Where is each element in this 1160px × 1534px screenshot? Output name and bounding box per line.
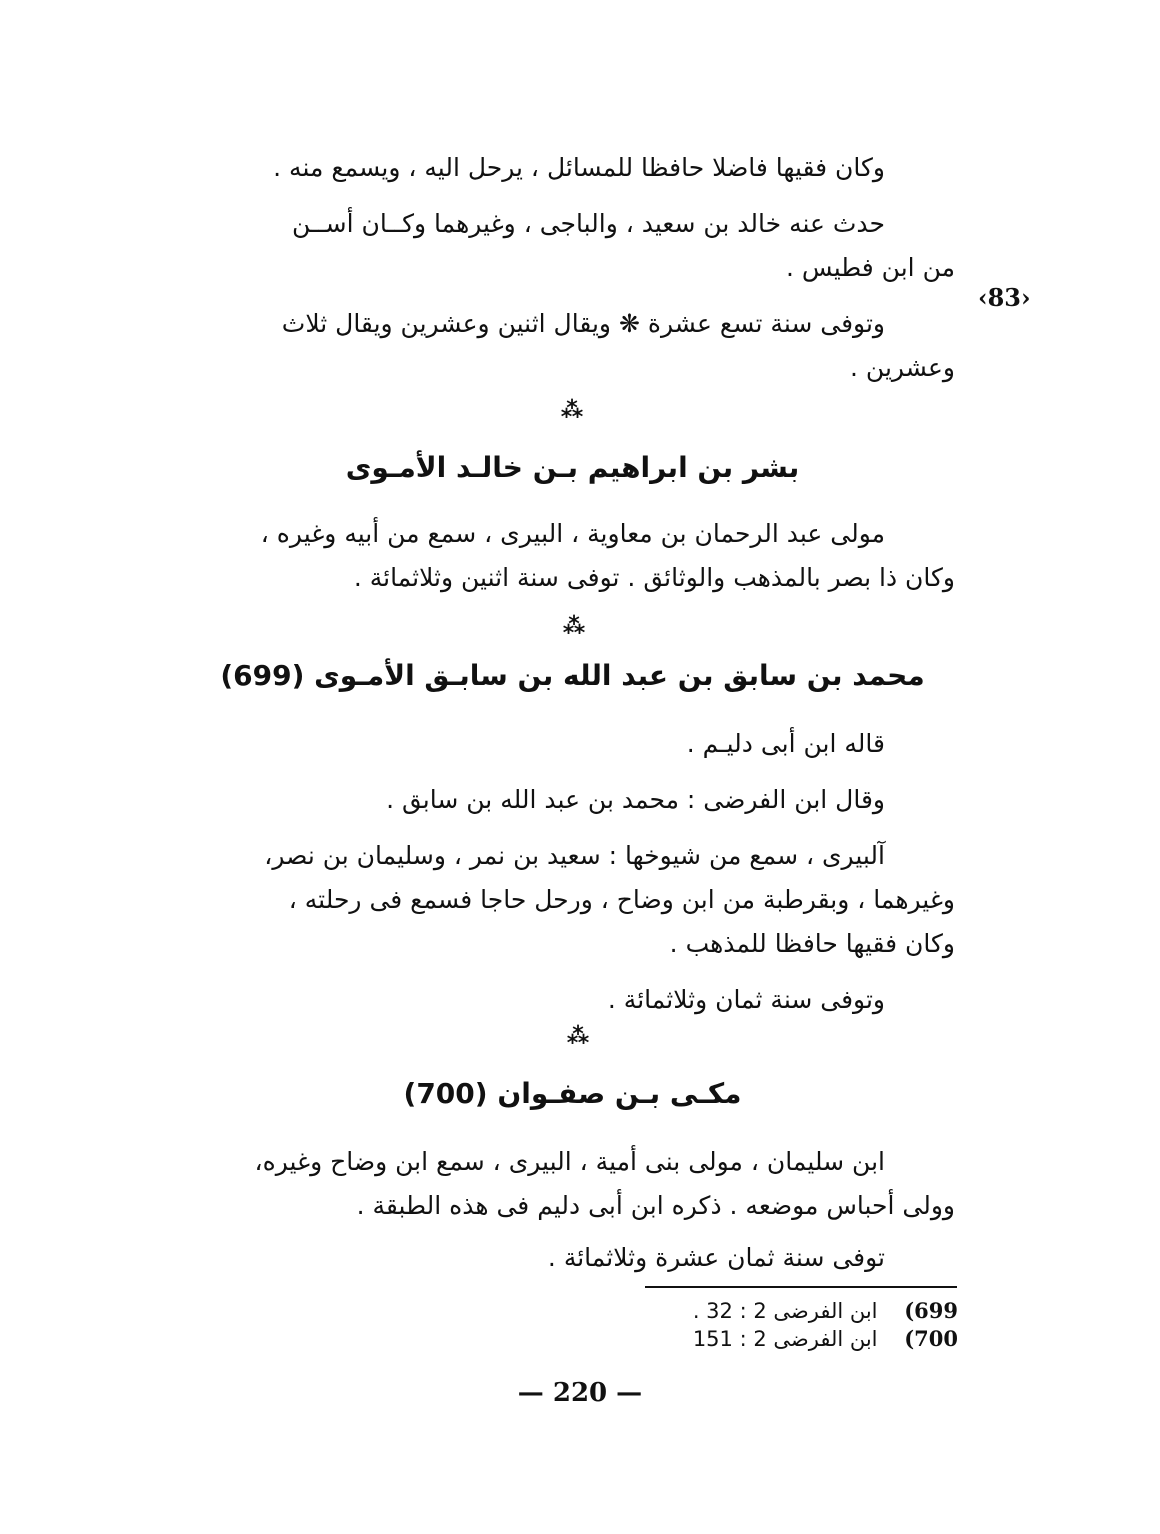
footnote xyxy=(640,1326,958,1352)
paragraph-line: وقال ابن الفرضى : محمد بن عبد الله بن سابق . xyxy=(386,785,885,814)
paragraph-line: وولى أحباس موضعه . ذكره ابن أبى دليم فى هذه الطبقة . xyxy=(356,1191,955,1220)
paragraph-line: وعشرين . xyxy=(850,353,955,382)
entry-heading: محمد بن سابق بن عبد الله بن سابـق الأمـوى (699) xyxy=(220,659,925,692)
footnote-number: 700) xyxy=(904,1326,958,1351)
section-separator: ⁂ xyxy=(566,1024,590,1049)
paragraph-line: وغيرهما ، وبقرطبة من ابن وضاح ، ورحل حاجا فسمع فى رحلته ، xyxy=(288,885,955,914)
footnote xyxy=(640,1298,958,1324)
section-separator: ⁂ xyxy=(562,614,586,639)
entry-body xyxy=(190,1140,955,1280)
footnote-text: ابن الفرضى 2 : 151 xyxy=(692,1327,878,1351)
paragraph-line: وكان فقيها فاضلا حافظا للمسائل ، يرحل اليه ، ويسمع منه . xyxy=(273,153,885,182)
paragraph-line: آلبيرى ، سمع من شيوخها : سعيد بن نمر ، وسليمان بن نصر، xyxy=(264,841,885,870)
paragraph-line: توفى سنة ثمان عشرة وثلاثمائة . xyxy=(547,1243,885,1272)
paragraph-line: ابن سليمان ، مولى بنى أمية ، البيرى ، سمع ابن وضاح وغيره، xyxy=(254,1147,885,1176)
paragraph-line: قاله ابن أبى دليـم . xyxy=(686,729,885,758)
paragraph-line: وكان ذا بصر بالمذهب والوثائق . توفى سنة اثنين وثلاثمائة . xyxy=(353,563,955,592)
section-separator: ⁂ xyxy=(560,398,584,423)
paragraph-line: حدث عنه خالد بن سعيد ، والباجى ، وغيرهما وكــان أســن xyxy=(291,209,885,238)
footnote-text: ابن الفرضى 2 : 32 . xyxy=(692,1299,878,1323)
footnote-rule xyxy=(645,1286,957,1288)
footnote-number: 699) xyxy=(904,1298,958,1323)
continuation-block xyxy=(190,146,955,390)
paragraph-line: وتوفى سنة ثمان وثلاثمائة . xyxy=(607,985,885,1014)
page-number: — 220 — xyxy=(517,1378,643,1408)
paragraph-line: وكان فقيها حافظا للمذهب . xyxy=(669,929,955,958)
paragraph-line: مولى عبد الرحمان بن معاوية ، البيرى ، سمع من أبيه وغيره ، xyxy=(260,519,885,548)
paragraph-line: وتوفى سنة تسع عشرة ❋ ويقال اثنين وعشرين ويقال ثلاث xyxy=(281,309,885,338)
entry-body xyxy=(190,512,955,600)
margin-note: ‹83› xyxy=(978,283,1031,312)
entry-body xyxy=(190,722,955,1022)
entry-heading: مكـى بـن صفـوان (700) xyxy=(403,1077,742,1110)
paragraph-line: من ابن فطيس . xyxy=(785,253,955,282)
entry-heading: بشر بن ابراهيم بـن خالـد الأمـوى xyxy=(345,451,800,484)
